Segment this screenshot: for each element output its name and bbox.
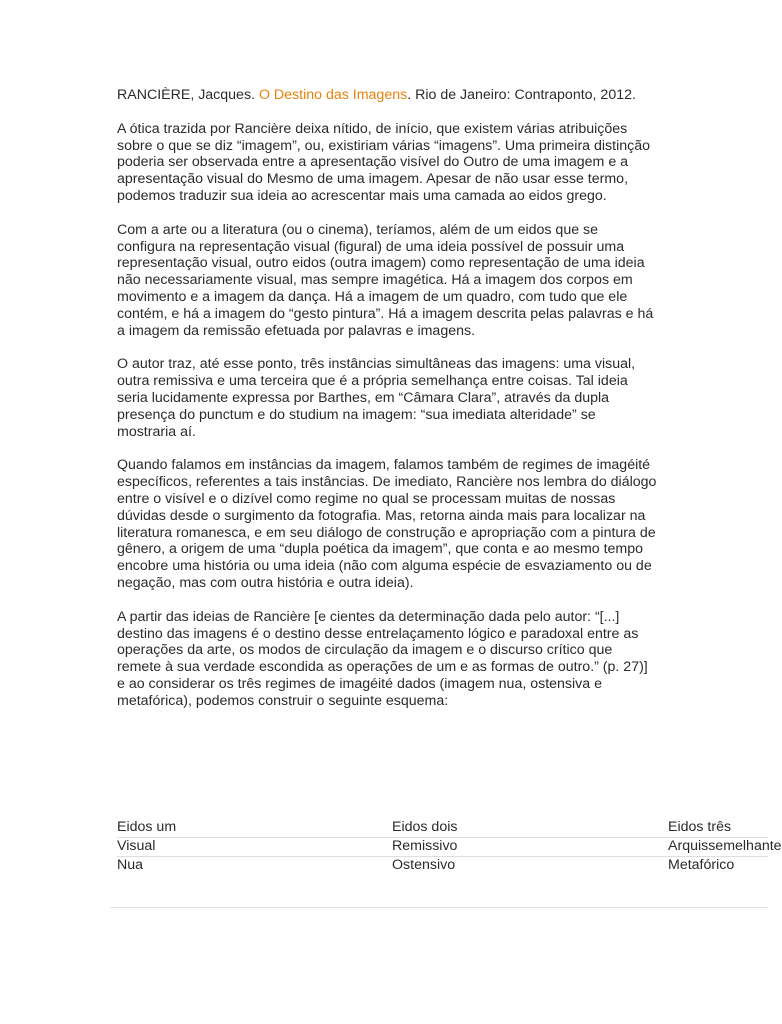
citation (117, 87, 657, 104)
paragraph-5: A partir das ideias de Rancière [e cientes da determinação dada pelo autor: “[...] destino das imagens é o destino desse entrelaçamento lógico e paradoxal entre as operações da arte, os modos de circulação da imagem e o discurso crítico que remete à sua verdade escondida as operações de um e as formas de outro.” (p. 27)] e ao considerar os três regimes de imagéité dados (imagem nua, ostensiva e metafórica), podemos construir o seguinte esquema: (117, 608, 648, 709)
table-row (117, 838, 782, 857)
table-cell: Nua (117, 857, 144, 873)
table-cell: Visual (117, 838, 156, 854)
paragraph-3: O autor traz, até esse ponto, três instâncias simultâneas das imagens: uma visual, outra remissiva e uma terceira que é a própria semelhança entre coisas. Tal ideia seria lucidamente expressa por Barthes, em “Câmara Clara”, através da dupla presença do punctum e do studium na imagem: “sua imediata alteridade” se mostraria aí. (117, 356, 636, 440)
paragraph-1: A ótica trazida por Rancière deixa nítido, de início, que existem várias atribuições sobre o que se diz “imagem”, ou, existiriam várias “imagens”. Uma primeira distinção poderia ser observada entre a apresentação visível do Outro de uma imagem e a apresentação visual do Mesmo de uma imagem. Apesar de não usar esse termo, podemos traduzir sua ideia ao acrescentar mais uma camada ao eidos grego. (117, 120, 651, 204)
table-cell: Remissivo (392, 838, 458, 854)
table-cell: Eidos um (117, 819, 177, 835)
document-body (117, 87, 657, 727)
paragraph-2: Com a arte ou a literatura (ou o cinema), teríamos, além de um eidos que se configura na representação visual (figural) de uma ideia possível de possuir uma representação visual, outro eidos (outra imagem) como representação de uma ideia não necessariamente visual, mas sempre imagética. Há a imagem dos corpos em movimento e a imagem da dança. Há a imagem de um quadro, com tudo que ele contém, e há a imagem do “gesto pintura”. Há a imagem descrita pelas palavras e há a imagem da remissão efetuada por palavras e imagens. (117, 221, 654, 339)
table-row (117, 819, 768, 838)
citation-rest: . Rio de Janeiro: Contraponto, 2012. (407, 87, 636, 103)
table-cell: Eidos três (668, 819, 732, 835)
eidos-table (117, 819, 782, 875)
table-cell: Arquissemelhante (668, 838, 782, 854)
table-cell: Ostensivo (392, 857, 456, 873)
table-cell: Metafórico (668, 857, 735, 873)
paragraph-4: Quando falamos em instâncias da imagem, falamos também de regimes de imagéité específicos, referentes a tais instâncias. De imediato, Rancière nos lembra do diálogo entre o visível e o dizível como regime no qual se processam muitas de nossas dúvidas desde o surgimento da fotografia. Mas, retorna ainda mais para localizar na literatura romanesca, e em seu diálogo de construção e apropriação com a pintura de gênero, a origem de uma “dupla poética da imagem”, que conta e ao mesmo tempo encobre uma história ou uma ideia (não com alguma espécie de esvaziamento ou de negação, mas com outra história e outra ideia). (117, 457, 657, 591)
table-row (117, 857, 768, 875)
citation-author: RANCIÈRE, Jacques. (117, 87, 259, 103)
book-title-link[interactable]: O Destino das Imagens (258, 87, 408, 103)
table-cell: Eidos dois (392, 819, 458, 835)
section-divider (110, 907, 768, 908)
